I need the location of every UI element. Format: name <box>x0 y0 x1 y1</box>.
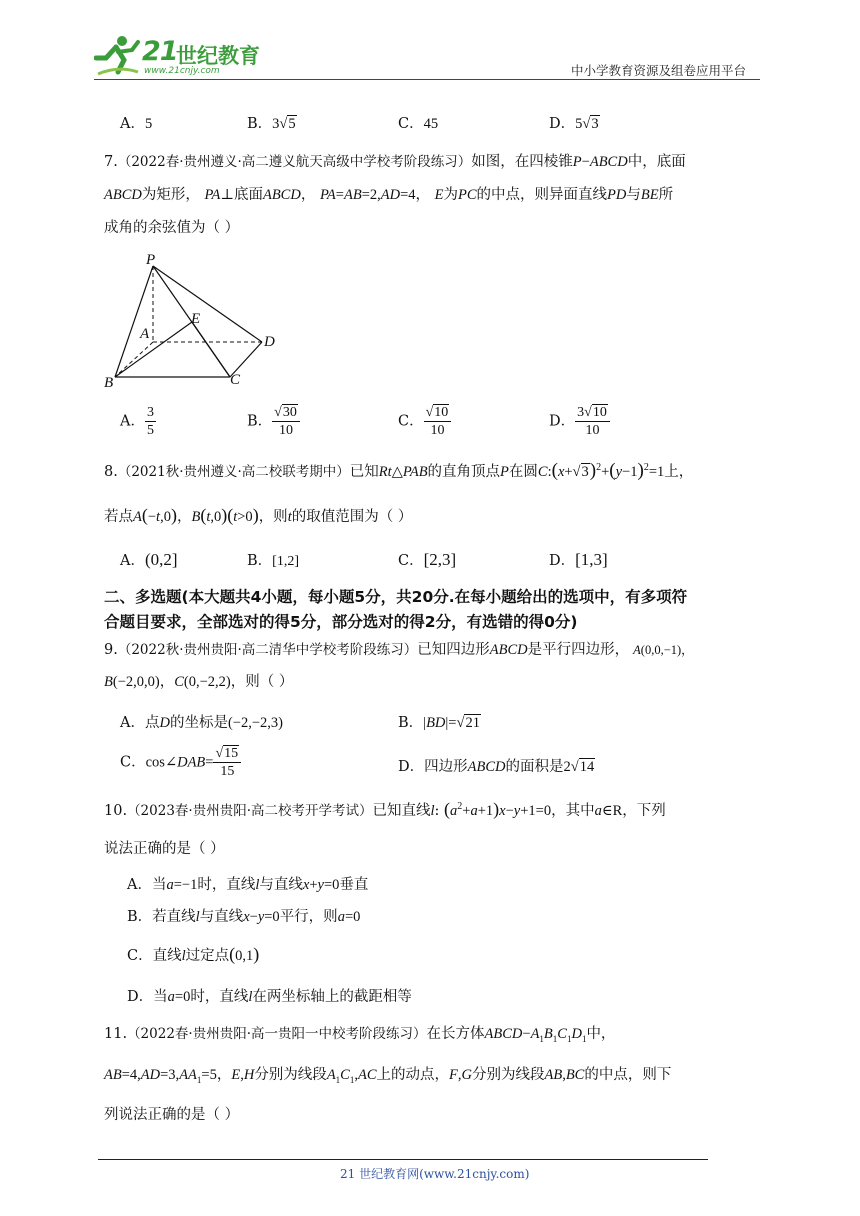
q9-option-c[interactable]: C．cos∠DAB= $\frac{√15}{15}$ <box>120 745 241 780</box>
q10-line-1: 10.（2023春·贵州贵阳·高二校考开学考试）已知直线l: $(a^2+a+1)x-y+1=0$，其中a∈R，下列 <box>104 799 666 819</box>
q11-line-3: 列说法正确的是（ ） <box>104 1107 240 1123</box>
runner-logo-icon <box>94 34 140 76</box>
q6-option-a[interactable]: A．5 <box>120 116 153 132</box>
q9-line-1: 9.（2022秋·贵州贵阳·高二清华中学校考阶段练习）已知四边形ABCD是平行四边形， A(0,0,−1)， <box>104 642 694 658</box>
figure-label-c: C <box>230 372 241 388</box>
q9-option-b[interactable]: B．|BD|=√21 <box>398 715 480 731</box>
q10-option-c[interactable]: C．直线l过定点(0,1) <box>127 944 260 964</box>
q7-line-1: 7.（2022春·贵州遵义·高二遵义航天高级中学校考阶段练习）如图，在四棱锥P−ABCD中，底面 <box>104 154 686 170</box>
q7-line-3: 成角的余弦值为（ ） <box>104 220 240 236</box>
q7-option-c[interactable]: C． $\frac{√10}{10}$ <box>398 404 451 439</box>
logo-text: 世纪教育 <box>176 44 260 68</box>
q7-option-b[interactable]: B． $\frac{√30}{10}$ <box>247 404 300 439</box>
q10-line-2: 说法正确的是（ ） <box>104 841 225 857</box>
q8-line-1: 8.（2021秋·贵州遵义·高二校联考期中）已知Rt△PAB的直角顶点P在圆$C:(x+√3)^2+(y-1)^2=1$上， <box>104 460 694 481</box>
figure-label-p: P <box>146 252 156 268</box>
section-2-line-1: 二、多选题(本大题共4小题，每小题5分，共20分.在每小题给出的选项中，有多项符 <box>104 588 688 606</box>
q7-option-d[interactable]: D． $\frac{3√10}{10}$ <box>549 404 610 439</box>
q9-line-2: B(−2,0,0)，C(0,−2,2)，则（ ） <box>104 674 294 690</box>
figure-label-a: A <box>140 326 150 342</box>
q6-option-c[interactable]: C．45 <box>398 116 439 132</box>
logo-url: www.21cnjy.com <box>144 66 220 76</box>
q7-line-2: ABCD为矩形， PA⊥底面ABCD， PA=AB=2,AD=4， E为PC的中点，则异面直线PD与BE所 <box>104 187 674 203</box>
q6-option-b[interactable]: B．3√5 <box>247 116 296 132</box>
q9-option-a[interactable]: A．点D的坐标是(−2,−2,3) <box>120 715 283 731</box>
q8-line-2: 若点A(−t,0)，B(t,0)(t>0)，则t的取值范围为（ ） <box>104 505 413 525</box>
logo-number: 21 <box>142 36 178 67</box>
q8-option-c[interactable]: C．[2,3] <box>398 550 457 569</box>
q8-option-b[interactable]: B．[1,2] <box>247 553 299 569</box>
q10-option-a[interactable]: A．当a=−1时，直线l与直线x+y=0垂直 <box>127 877 369 893</box>
figure-label-d: D <box>264 334 275 350</box>
q9-option-d[interactable]: D．四边形ABCD的面积是2√14 <box>398 759 595 775</box>
q10-option-b[interactable]: B．若直线l与直线x−y=0平行，则a=0 <box>127 909 361 925</box>
q11-line-2: $AB=4,AD=3,AA_1=5$，E,H分别为线段$A_1C_1,AC$上的动点，F,G分别为线段AB,BC的中点，则下 <box>104 1067 672 1085</box>
header-divider <box>94 79 760 80</box>
figure-label-b: B <box>104 375 114 391</box>
q6-option-d[interactable]: D．5√3 <box>549 116 599 132</box>
q7-option-a[interactable]: A． $\frac{3}{5}$ <box>120 405 154 438</box>
figure-label-e: E <box>191 311 201 327</box>
footer-divider <box>98 1159 708 1160</box>
section-2-line-2: 合题目要求，全部选对的得5分，部分选对的得2分，有选错的得0分) <box>104 613 578 631</box>
q10-option-d[interactable]: D．当a=0时，直线l在两坐标轴上的截距相等 <box>127 989 412 1005</box>
q8-option-d[interactable]: D．[1,3] <box>549 550 608 569</box>
q8-option-a[interactable]: A．(0,2] <box>120 550 178 569</box>
footer-link[interactable]: 21 世纪教育网(www.21cnjy.com) <box>340 1167 530 1181</box>
q11-line-1: 11.（2022春·贵州贵阳·高一贵阳一中校考阶段练习）在长方体$ABCD-A_1B_1C_1D_1$中， <box>104 1026 616 1044</box>
header-platform-text: 中小学教育资源及组卷应用平台 <box>571 63 747 78</box>
